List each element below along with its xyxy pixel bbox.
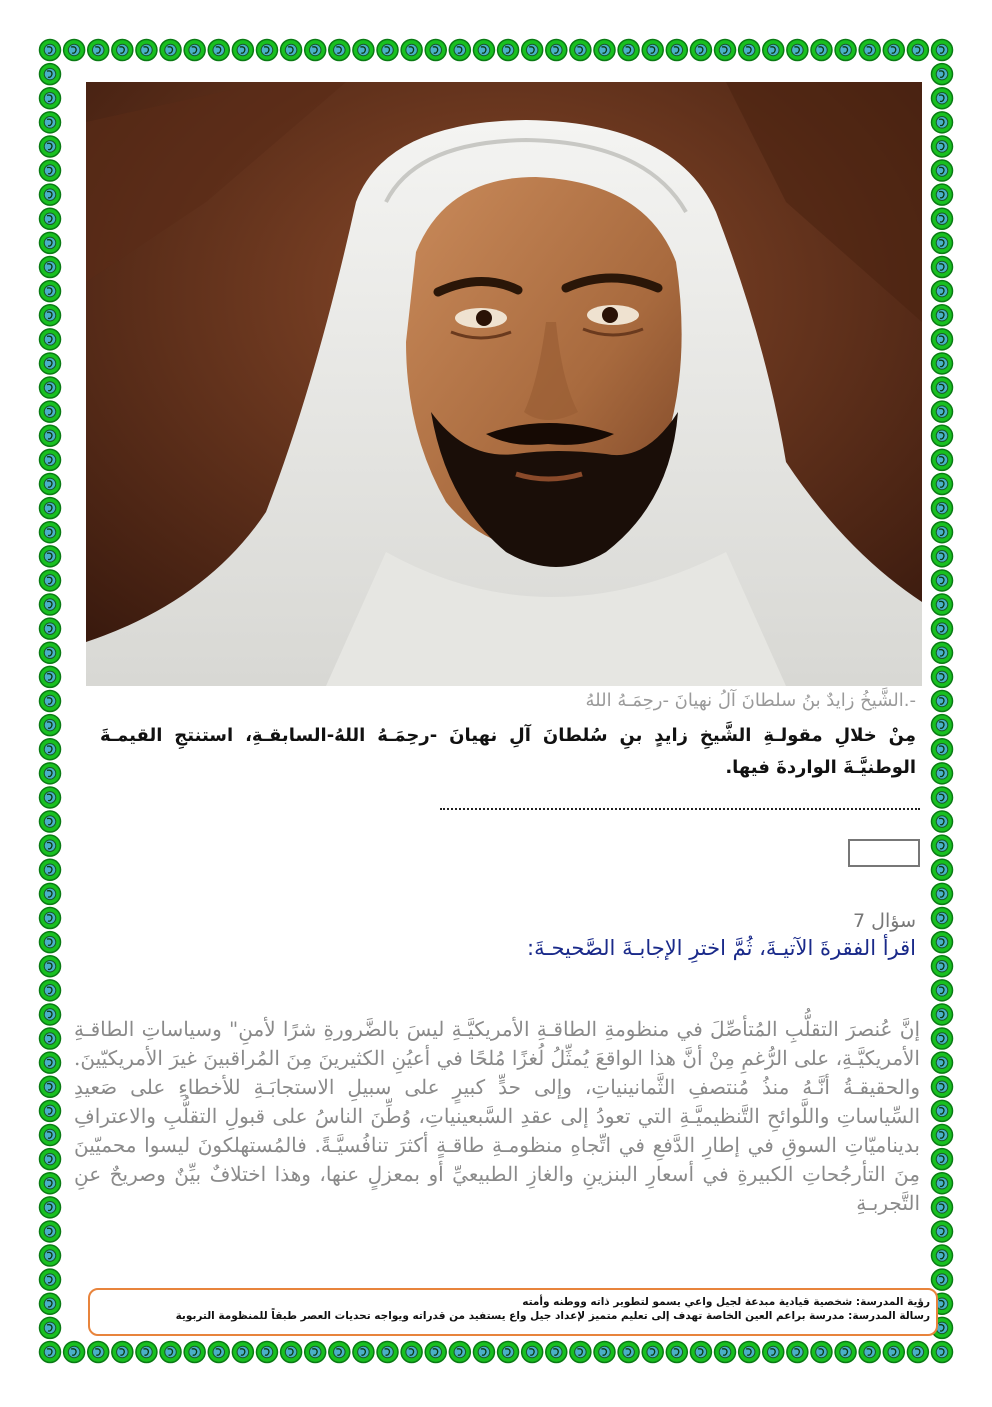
globe-icon [932, 353, 953, 374]
globe-icon [40, 1245, 61, 1266]
globe-icon [40, 112, 61, 133]
globe-icon [932, 136, 953, 157]
globe-icon [546, 40, 567, 61]
globe-icon [160, 40, 181, 61]
globe-icon [40, 498, 61, 519]
globe-icon [932, 739, 953, 760]
globe-icon [256, 1342, 277, 1363]
globe-icon [40, 449, 61, 470]
globe-icon [40, 88, 61, 109]
globe-icon [377, 40, 398, 61]
globe-icon [932, 715, 953, 736]
globe-icon [353, 1342, 374, 1363]
globe-icon [40, 1004, 61, 1025]
globe-icon [715, 1342, 736, 1363]
globe-icon [932, 1221, 953, 1242]
globe-icon [932, 642, 953, 663]
globe-icon [932, 184, 953, 205]
globe-icon [932, 1173, 953, 1194]
question-6-text: مِنْ خلالِ مقولـةِ الشَّيخِ زايدٍ بنِ سُلطانَ آلِ نهيانَ -رحِمَـهُ اللهُ-السابقـةِ، استنتجِ القيمـةَ الوطنيَّـةَ الواردةَ فيها. [100, 725, 916, 778]
globe-icon [932, 88, 953, 109]
globe-icon [932, 208, 953, 229]
globe-icon [932, 883, 953, 904]
globe-icon [739, 1342, 760, 1363]
globe-icon [401, 1342, 422, 1363]
globe-icon [208, 1342, 229, 1363]
globe-icon [546, 1342, 567, 1363]
globe-icon [498, 1342, 519, 1363]
globe-icon [932, 1052, 953, 1073]
globe-icon [40, 1317, 61, 1338]
globe-icon [40, 184, 61, 205]
globe-icon [401, 40, 422, 61]
globe-icon [40, 883, 61, 904]
globe-icon [594, 1342, 615, 1363]
globe-icon [256, 40, 277, 61]
globe-icon [932, 691, 953, 712]
reading-passage: إنَّ عُنصرَ التقلُّبِ المُتأصِّلَ في منظومةِ الطاقـةِ الأمريكيَّـةِ ليسَ بالضَّرورةِ شرًا لأمنِ" وسياساتِ الطاقـةِ الأمريكيَّـةِ، على الرُّغمِ مِنْ أنَّ هذا الواقعَ يُمثِّلُ لُغزًا مُلحًا في أعيُنِ الكثيرينَ مِنَ المُراقبينَ غيرَ الأمريكيّينَ. والحقيقـةُ أنَّـهُ منذُ مُنتصفِ الثَّمانينياتِ، وإلى حدٍّ كبيرٍ على سبيلِ الاستجابَـةِ للأخطاءِ على صَعيدِ السِّياساتِ واللَّوائحِ التَّنظيميَّـةِ التي تعودُ إلى عقدِ السَّبعينياتِ، وُطِّنَ الناسُ على قبولِ التقلُّبِ والاعترافِ بديناميّاتِ السوقِ في إطارِ الدَّفعِ في اتِّجاهِ منظومـةِ طاقـةٍ أكثرَ تنافُسيَّـةً. فالمُستهلكونَ ليسوا محميّينَ مِنَ التأرجُحاتِ الكبيرةِ في أسعارِ البنزينِ والغازِ الطبيعيِّ أو بمعزلٍ عنها، وهذا اختلافٌ بيِّنٌ وصريحٌ عنِ التَّجربـةِ [74, 1017, 920, 1215]
globe-icon [40, 1197, 61, 1218]
globe-icon [112, 1342, 133, 1363]
globe-icon [449, 1342, 470, 1363]
question-7-instruction: اقرأ الفقرةَ الآتيـةَ، ثُمَّ اخترِ الإجابـةَ الصَّحيحـةَ: [527, 936, 916, 960]
globe-icon [40, 353, 61, 374]
globe-icon [690, 1342, 711, 1363]
globe-icon [40, 980, 61, 1001]
globe-icon [64, 1342, 85, 1363]
globe-icon [932, 811, 953, 832]
globe-icon [932, 474, 953, 495]
globe-icon [88, 1342, 109, 1363]
globe-icon [40, 136, 61, 157]
globe-icon [40, 546, 61, 567]
globe-icon [425, 1342, 446, 1363]
globe-icon [932, 932, 953, 953]
globe-icon [40, 305, 61, 326]
globe-icon [40, 1342, 61, 1363]
globe-icon [932, 763, 953, 784]
globe-icon [40, 1221, 61, 1242]
globe-icon [666, 1342, 687, 1363]
globe-icon [136, 1342, 157, 1363]
globe-icon [932, 1100, 953, 1121]
globe-icon [570, 1342, 591, 1363]
globe-icon [40, 715, 61, 736]
globe-icon [40, 739, 61, 760]
portrait-illustration [86, 82, 922, 686]
globe-icon [522, 1342, 543, 1363]
globe-icon [763, 40, 784, 61]
globe-icon [305, 1342, 326, 1363]
answer-dotted-line[interactable] [440, 808, 920, 810]
globe-icon [40, 425, 61, 446]
globe-icon [305, 40, 326, 61]
globe-icon [40, 1269, 61, 1290]
globe-icon [40, 281, 61, 302]
globe-icon [932, 1028, 953, 1049]
globe-icon [40, 787, 61, 808]
globe-icon [40, 570, 61, 591]
globe-icon [40, 64, 61, 85]
globe-icon [932, 618, 953, 639]
question-7-number: سؤال 7 [853, 910, 916, 932]
globe-icon [932, 329, 953, 350]
globe-icon [136, 40, 157, 61]
globe-icon [932, 594, 953, 615]
globe-icon [377, 1342, 398, 1363]
globe-icon [835, 1342, 856, 1363]
globe-icon [329, 1342, 350, 1363]
globe-icon [932, 835, 953, 856]
globe-icon [666, 40, 687, 61]
globe-icon [932, 1076, 953, 1097]
globe-icon [932, 859, 953, 880]
globe-icon [932, 908, 953, 929]
globe-icon [690, 40, 711, 61]
globe-icon [40, 329, 61, 350]
globe-icon [932, 956, 953, 977]
globe-icon [40, 257, 61, 278]
globe-icon [932, 64, 953, 85]
globe-icon [88, 40, 109, 61]
globe-icon [232, 1342, 253, 1363]
globe-icon [932, 1149, 953, 1170]
globe-icon [160, 1342, 181, 1363]
globe-icon [787, 40, 808, 61]
globe-icon [932, 281, 953, 302]
globe-icon [739, 40, 760, 61]
globe-icon [329, 40, 350, 61]
school-vision: رؤية المدرسة: شخصية قيادية مبدعة لجيل واعي يسمو لتطوير ذاته ووطنه وأمته [522, 1296, 930, 1308]
globe-icon [353, 40, 374, 61]
page-content [74, 70, 920, 1340]
globe-icon [859, 40, 880, 61]
globe-icon [40, 811, 61, 832]
globe-icon [208, 40, 229, 61]
globe-icon [932, 401, 953, 422]
globe-icon [40, 642, 61, 663]
globe-icon [473, 40, 494, 61]
school-mission: رسالة المدرسة: مدرسة براعم العين الخاصة تهدف إلى تعليم متميز لإعداد جيل واع يستفيد من قدراته ويواجه تحديات العصر طبقاً للمنظومة التربوية [175, 1310, 930, 1322]
globe-icon [40, 232, 61, 253]
globe-icon [40, 1293, 61, 1314]
globe-icon [40, 1052, 61, 1073]
globe-icon [40, 522, 61, 543]
globe-icon [618, 1342, 639, 1363]
globe-icon [40, 932, 61, 953]
globe-icon [907, 40, 928, 61]
globe-icon [932, 1125, 953, 1146]
globe-icon [40, 40, 61, 61]
globe-icon [570, 40, 591, 61]
globe-icon [811, 1342, 832, 1363]
globe-icon [763, 1342, 784, 1363]
globe-icon [425, 40, 446, 61]
globe-icon [40, 956, 61, 977]
globe-icon [787, 1342, 808, 1363]
globe-icon [835, 40, 856, 61]
globe-icon [932, 1004, 953, 1025]
globe-icon [184, 40, 205, 61]
globe-icon [40, 160, 61, 181]
globe-icon [40, 859, 61, 880]
globe-icon [932, 232, 953, 253]
score-box[interactable] [848, 839, 920, 867]
globe-icon [932, 570, 953, 591]
portrait-caption: -.الشَّيخُ زايدٌ بنُ سلطانَ آلُ نهيانَ -رحِمَـهُ اللهُ [585, 690, 916, 711]
globe-icon [642, 1342, 663, 1363]
globe-icon [40, 1076, 61, 1097]
globe-icon [40, 377, 61, 398]
globe-icon [932, 546, 953, 567]
globe-icon [40, 835, 61, 856]
globe-icon [40, 618, 61, 639]
globe-icon [40, 763, 61, 784]
portrait-image [86, 82, 922, 686]
globe-icon [449, 40, 470, 61]
globe-icon [618, 40, 639, 61]
globe-icon [40, 691, 61, 712]
globe-icon [932, 666, 953, 687]
globe-icon [40, 666, 61, 687]
globe-icon [642, 40, 663, 61]
globe-icon [281, 40, 302, 61]
globe-icon [40, 208, 61, 229]
globe-icon [932, 112, 953, 133]
globe-icon [859, 1342, 880, 1363]
globe-icon [883, 1342, 904, 1363]
globe-icon [184, 1342, 205, 1363]
globe-icon [522, 40, 543, 61]
globe-icon [883, 40, 904, 61]
globe-icon [40, 594, 61, 615]
globe-icon [232, 40, 253, 61]
globe-icon [811, 40, 832, 61]
globe-icon [932, 980, 953, 1001]
globe-icon [40, 1100, 61, 1121]
globe-icon [594, 40, 615, 61]
globe-icon [907, 1342, 928, 1363]
globe-icon [40, 1149, 61, 1170]
globe-icon [40, 1125, 61, 1146]
globe-icon [932, 425, 953, 446]
school-footer-box [88, 1288, 938, 1336]
globe-icon [932, 160, 953, 181]
globe-icon [932, 1245, 953, 1266]
globe-icon [40, 1028, 61, 1049]
globe-icon [473, 1342, 494, 1363]
globe-icon [932, 1342, 953, 1363]
globe-icon [932, 1269, 953, 1290]
globe-icon [40, 474, 61, 495]
globe-icon [715, 40, 736, 61]
globe-icon [932, 449, 953, 470]
globe-icon [64, 40, 85, 61]
globe-icon [40, 401, 61, 422]
globe-icon [932, 787, 953, 808]
globe-icon [932, 40, 953, 61]
globe-icon [40, 1173, 61, 1194]
globe-icon [932, 1197, 953, 1218]
globe-icon [498, 40, 519, 61]
globe-icon [281, 1342, 302, 1363]
globe-icon [932, 498, 953, 519]
globe-icon [40, 908, 61, 929]
globe-icon [932, 305, 953, 326]
globe-icon [932, 377, 953, 398]
globe-icon [932, 257, 953, 278]
globe-icon [112, 40, 133, 61]
globe-icon [932, 522, 953, 543]
